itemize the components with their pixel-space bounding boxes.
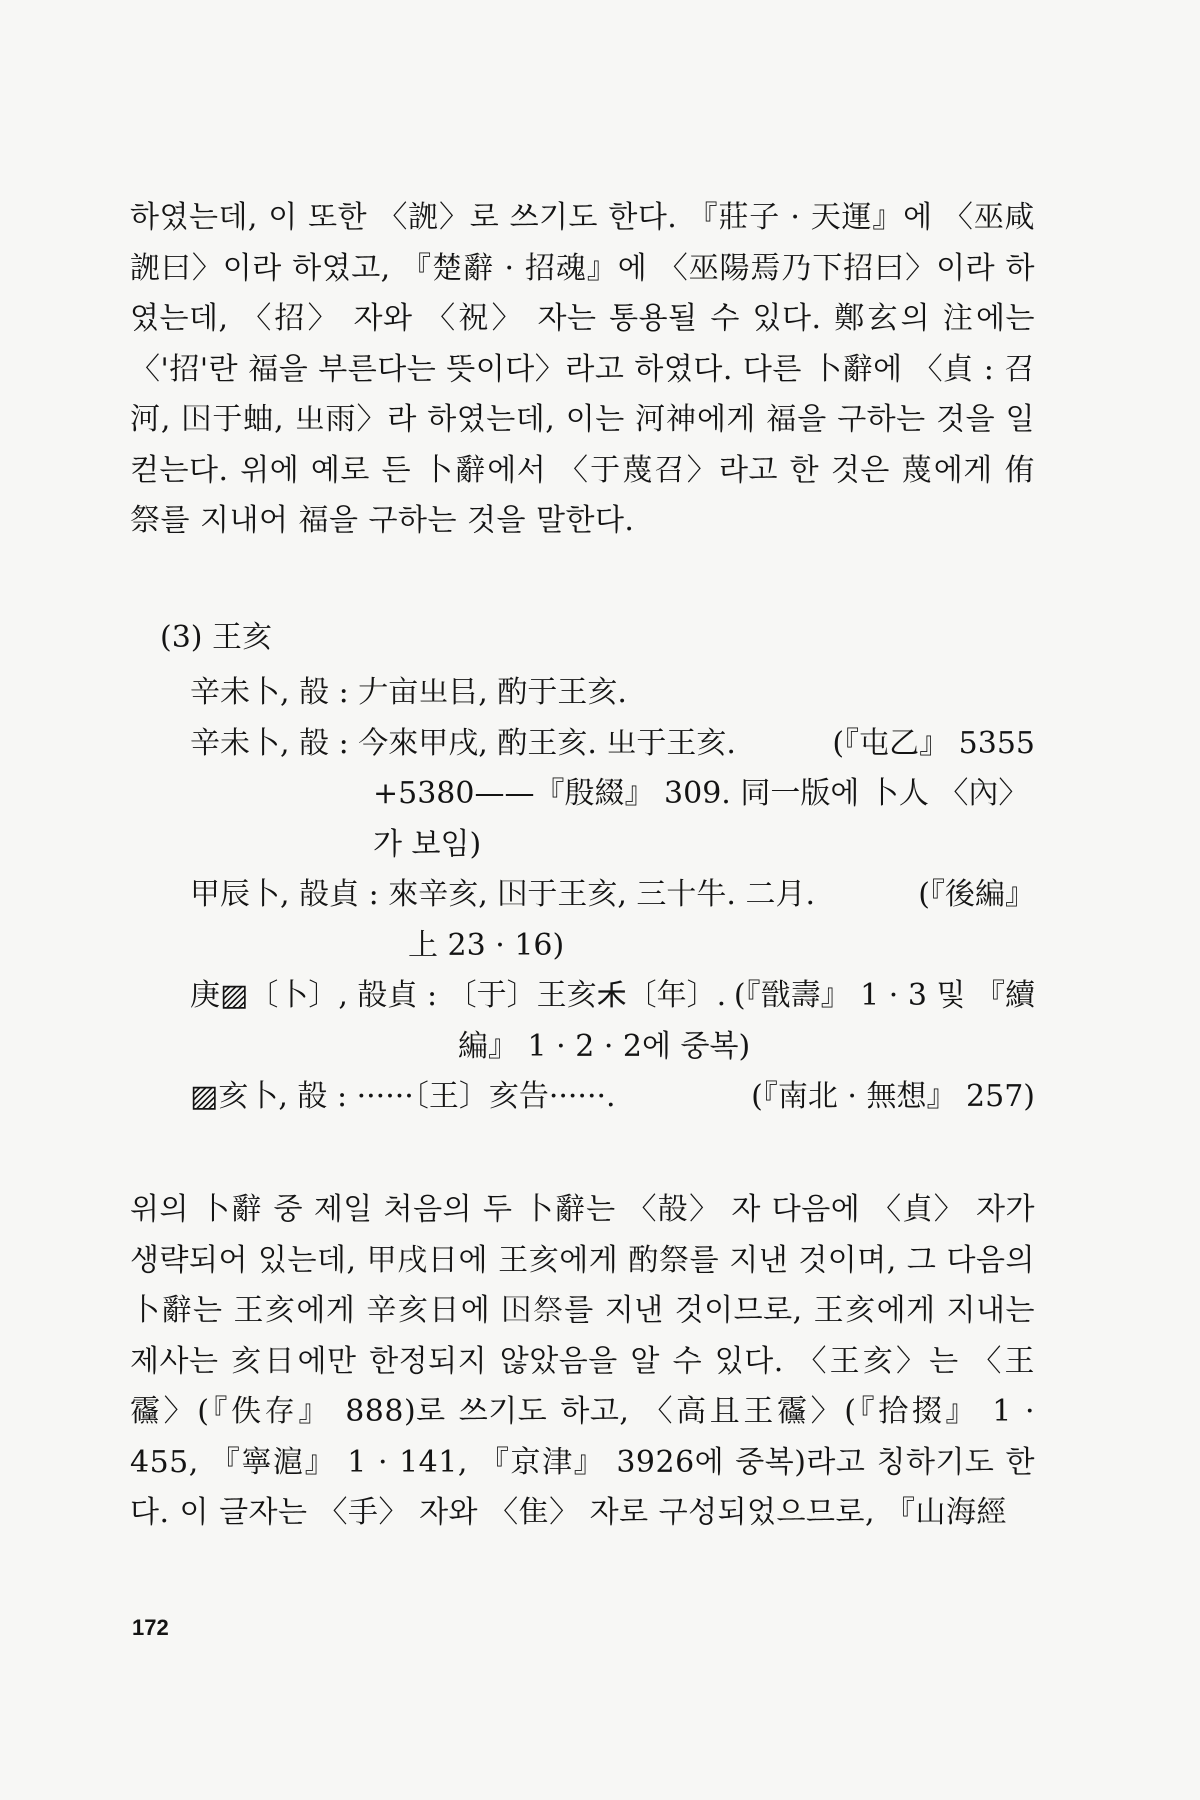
inscription-text: 庚▨〔卜〕, 㱿貞 : 〔于〕王亥𥝌〔年〕. <box>190 978 727 1013</box>
inscription-citation: (『屯乙』 5355 <box>832 725 1035 761</box>
inscription-text: 甲辰卜, 㱿貞 : 來辛亥, 𡆥于王亥, 三十牛. 二月. <box>190 877 816 912</box>
inscription-text: 辛未卜, 㱿 : 今來甲戌, 酌王亥. 㞢于王亥. <box>190 725 736 761</box>
inscription-entry <box>190 668 1035 719</box>
inscription-entry <box>190 1072 1035 1123</box>
citation-continuation: 가 보임) <box>373 826 482 862</box>
inscription-text: 辛未卜, 㱿 : 𠂇亩㞢㠯, 酌于王亥. <box>190 675 627 710</box>
body-paragraph: 위의 卜辭 중 제일 처음의 두 卜辭는 〈㱿〉 자 다음에 〈貞〉 자가 생략되어 있는데, 甲戌日에 王亥에게 酌祭를 지낸 것이며, 그 다음의 卜辭는 王亥에게 辛亥日에 𡆥祭를 지낸 것이므로, 王亥에게 지내는 제사는 亥日에만 한정되지 않았음을 알 수 있다. 〈王亥〉는 〈王䨹〉(『佚存』 888)로 쓰기도 하고, 〈高且王䨹〉(『拾掇』 1 · 455, 『寧滬』 1 · 141, 『京津』 3926에 중복)라고 칭하기도 한다. 이 글자는 〈手〉 자와 〈隹〉 자로 구성되었으므로, 『山海經 <box>130 1192 1035 1530</box>
inscription-entry <box>190 719 1035 871</box>
citation-continuation: 編』 1 · 2 · 2에 중복) <box>458 1028 751 1064</box>
inscription-citation: (『後編』 <box>918 877 1035 912</box>
inscription-entry <box>190 971 1035 1072</box>
page-number: 172 <box>132 1615 169 1640</box>
inscription-list <box>190 668 1035 1123</box>
body-paragraph: 하였는데, 이 또한 〈䛄〉로 쓰기도 한다. 『莊子 · 天運』에 〈巫咸䛄曰〉이라 하였고, 『楚辭 · 招魂』에 〈巫陽焉乃下招曰〉이라 하였는데, 〈招〉 자와 〈祝〉 자는 통용될 수 있다. 鄭玄의 注에는 〈'招'란 福을 부른다는 뜻이다〉라고 하였다. 다른 卜辭에 〈貞 : 召河, 𡆥于蚰, 㞢雨〉라 하였는데, 이는 河神에게 福을 구하는 것을 일컫는다. 위에 예로 든 卜辭에서 〈于蔑召〉라고 한 것은 蔑에게 侑祭를 지내어 福을 구하는 것을 말한다. <box>130 200 1035 538</box>
inscription-entry <box>190 870 1035 971</box>
inscription-citation: (『戩壽』 1 · 3 및 『續 <box>733 978 1035 1013</box>
inscription-citation: (『南北 · 無想』 257) <box>751 1079 1035 1114</box>
citation-continuation: 上 23 · 16) <box>408 927 565 963</box>
section-heading: (3) 王亥 <box>160 620 273 655</box>
citation-continuation: +5380——『殷綴』 309. 同一版에 卜人 〈內〉 <box>373 776 1029 811</box>
inscription-text: ▨亥卜, 㱿 : ······〔王〕亥告······. <box>190 1079 616 1114</box>
